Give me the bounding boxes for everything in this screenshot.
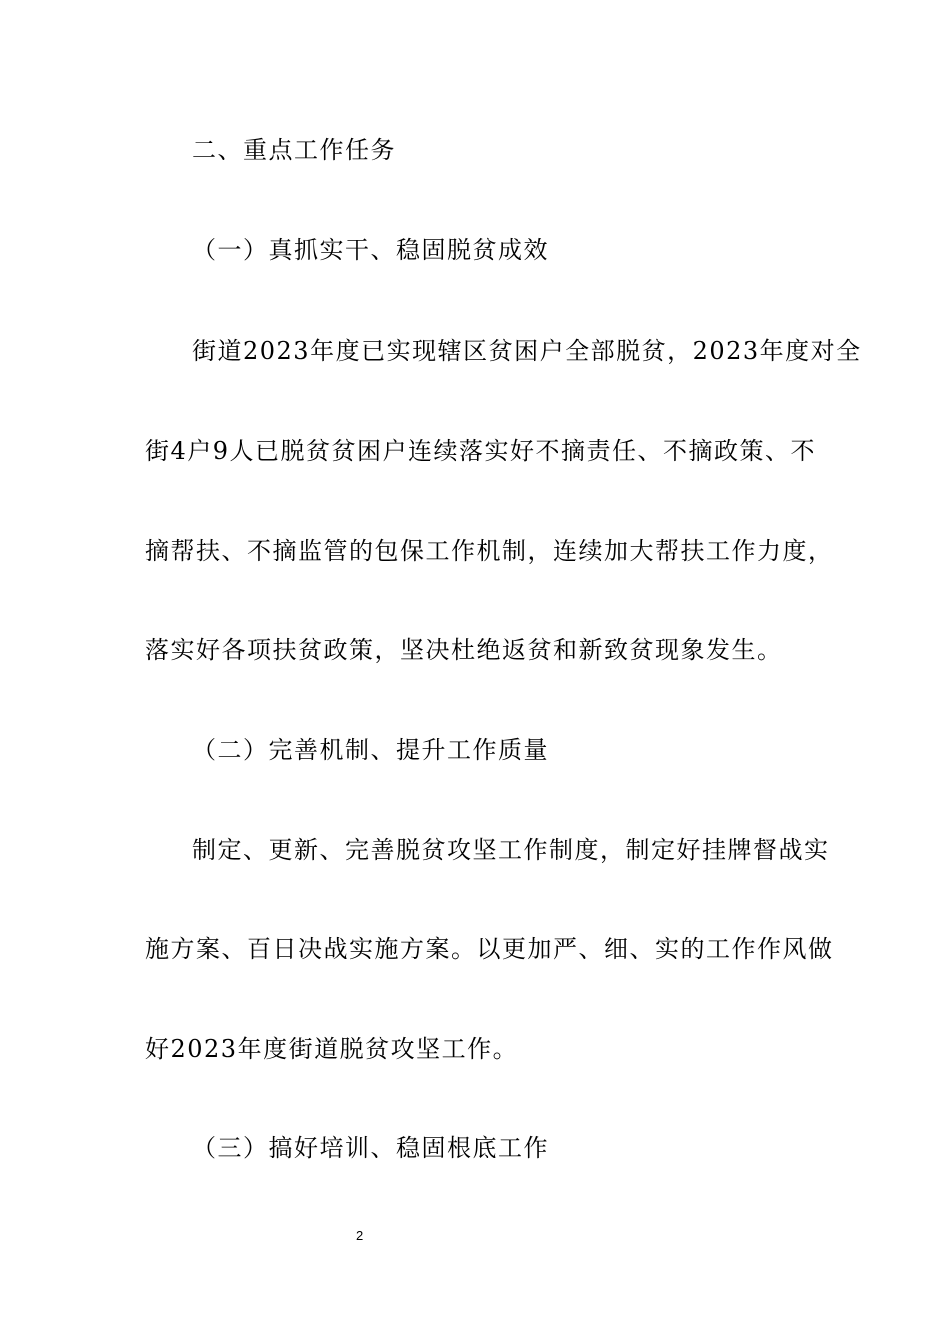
section-2-title: （二）完善机制、提升工作质量 (192, 736, 549, 764)
section-1-line-1: 街道2023年度已实现辖区贫困户全部脱贫，2023年度对全 (192, 337, 862, 365)
section-1-line-3: 摘帮扶、不摘监管的包保工作机制，连续加大帮扶工作力度， (145, 537, 834, 565)
page-number: 2 (356, 1228, 364, 1243)
section-2-line-2: 施方案、百日决战实施方案。以更加严、细、实的工作作风做 (145, 935, 834, 963)
section-2-line-1: 制定、更新、完善脱贫攻坚工作制度，制定好挂牌督战实 (192, 836, 830, 864)
section-1-line-4: 落实好各项扶贫政策，坚决杜绝返贫和新致贫现象发生。 (145, 636, 783, 664)
section-3-title: （三）搞好培训、稳固根底工作 (192, 1134, 549, 1162)
section-1-title: （一）真抓实干、稳固脱贫成效 (192, 236, 549, 264)
heading: 二、重点工作任务 (192, 136, 396, 164)
section-2-line-3: 好2023年度街道脱贫攻坚工作。 (145, 1035, 519, 1063)
section-1-line-2: 街4户9人已脱贫贫困户连续落实好不摘责任、不摘政策、不 (145, 437, 817, 465)
